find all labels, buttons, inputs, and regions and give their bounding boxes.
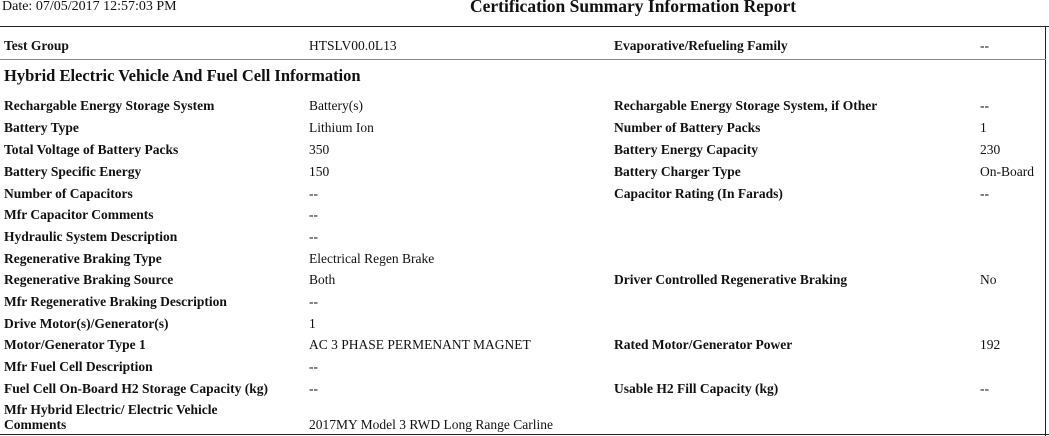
row-value-right: 230 <box>980 142 1001 157</box>
row-label: Fuel Cell On-Board H2 Storage Capacity (kg) <box>4 381 268 396</box>
row-value: Lithium Ion <box>309 120 374 135</box>
row-value-right: 192 <box>980 337 1001 352</box>
comments-label-line1: Mfr Hybrid Electric/ Electric Vehicle <box>4 402 218 417</box>
row-label-right: Usable H2 Fill Capacity (kg) <box>614 381 779 396</box>
row-label: Drive Motor(s)/Generator(s) <box>4 316 169 331</box>
top-rule <box>0 26 1049 27</box>
row-label: Regenerative Braking Type <box>4 251 162 266</box>
row-label-right: Battery Energy Capacity <box>614 142 758 157</box>
row-label: Rechargable Energy Storage System <box>4 98 215 113</box>
row-label: Regenerative Braking Source <box>4 272 174 287</box>
row-value: 1 <box>309 316 316 331</box>
row-value-right: -- <box>980 98 989 113</box>
row-value: -- <box>309 186 318 201</box>
row-value: Both <box>309 272 336 287</box>
row-value: -- <box>309 229 318 244</box>
row-label: Mfr Capacitor Comments <box>4 207 154 222</box>
test-group-label: Test Group <box>4 38 69 53</box>
row-label: Battery Type <box>4 120 79 135</box>
row-label-right: Number of Battery Packs <box>614 120 761 135</box>
section-rule <box>0 59 1046 60</box>
evap-family-label: Evaporative/Refueling Family <box>614 38 788 53</box>
row-value: AC 3 PHASE PERMENANT MAGNET <box>309 337 531 352</box>
report-date: Date: 07/05/2017 12:57:03 PM <box>2 0 177 14</box>
row-label-right: Capacitor Rating (In Farads) <box>614 186 783 201</box>
row-value: 350 <box>309 142 330 157</box>
row-value: 150 <box>309 164 330 179</box>
row-label: Motor/Generator Type 1 <box>4 337 146 352</box>
comments-value: 2017MY Model 3 RWD Long Range Carline <box>309 417 553 432</box>
row-value-right: On-Board <box>980 164 1034 179</box>
test-group-value: HTSLV00.0L13 <box>309 38 397 53</box>
bottom-rule <box>0 434 1049 435</box>
row-value-right: -- <box>980 381 989 396</box>
row-value: -- <box>309 359 318 374</box>
row-label: Hydraulic System Description <box>4 229 178 244</box>
row-value: -- <box>309 294 318 309</box>
row-label: Mfr Regenerative Braking Description <box>4 294 227 309</box>
row-label: Battery Specific Energy <box>4 164 142 179</box>
row-value: Electrical Regen Brake <box>309 251 435 266</box>
comments-label-line2: Comments <box>4 417 67 432</box>
row-value-right: No <box>980 272 997 287</box>
right-border <box>1045 26 1046 436</box>
row-label: Total Voltage of Battery Packs <box>4 142 179 157</box>
row-label: Number of Capacitors <box>4 186 133 201</box>
row-label: Mfr Fuel Cell Description <box>4 359 153 374</box>
row-label-right: Battery Charger Type <box>614 164 741 179</box>
row-value: -- <box>309 381 318 396</box>
row-value-right: 1 <box>980 120 987 135</box>
row-label-right: Driver Controlled Regenerative Braking <box>614 272 848 287</box>
row-label-right: Rechargable Energy Storage System, if Other <box>614 98 878 113</box>
section-title: Hybrid Electric Vehicle And Fuel Cell Information <box>4 66 361 85</box>
report-title: Certification Summary Information Report <box>470 0 797 16</box>
row-value-right: -- <box>980 186 989 201</box>
evap-family-value: -- <box>980 38 989 53</box>
row-value: Battery(s) <box>309 98 363 113</box>
row-label-right: Rated Motor/Generator Power <box>614 337 793 352</box>
row-value: -- <box>309 207 318 222</box>
